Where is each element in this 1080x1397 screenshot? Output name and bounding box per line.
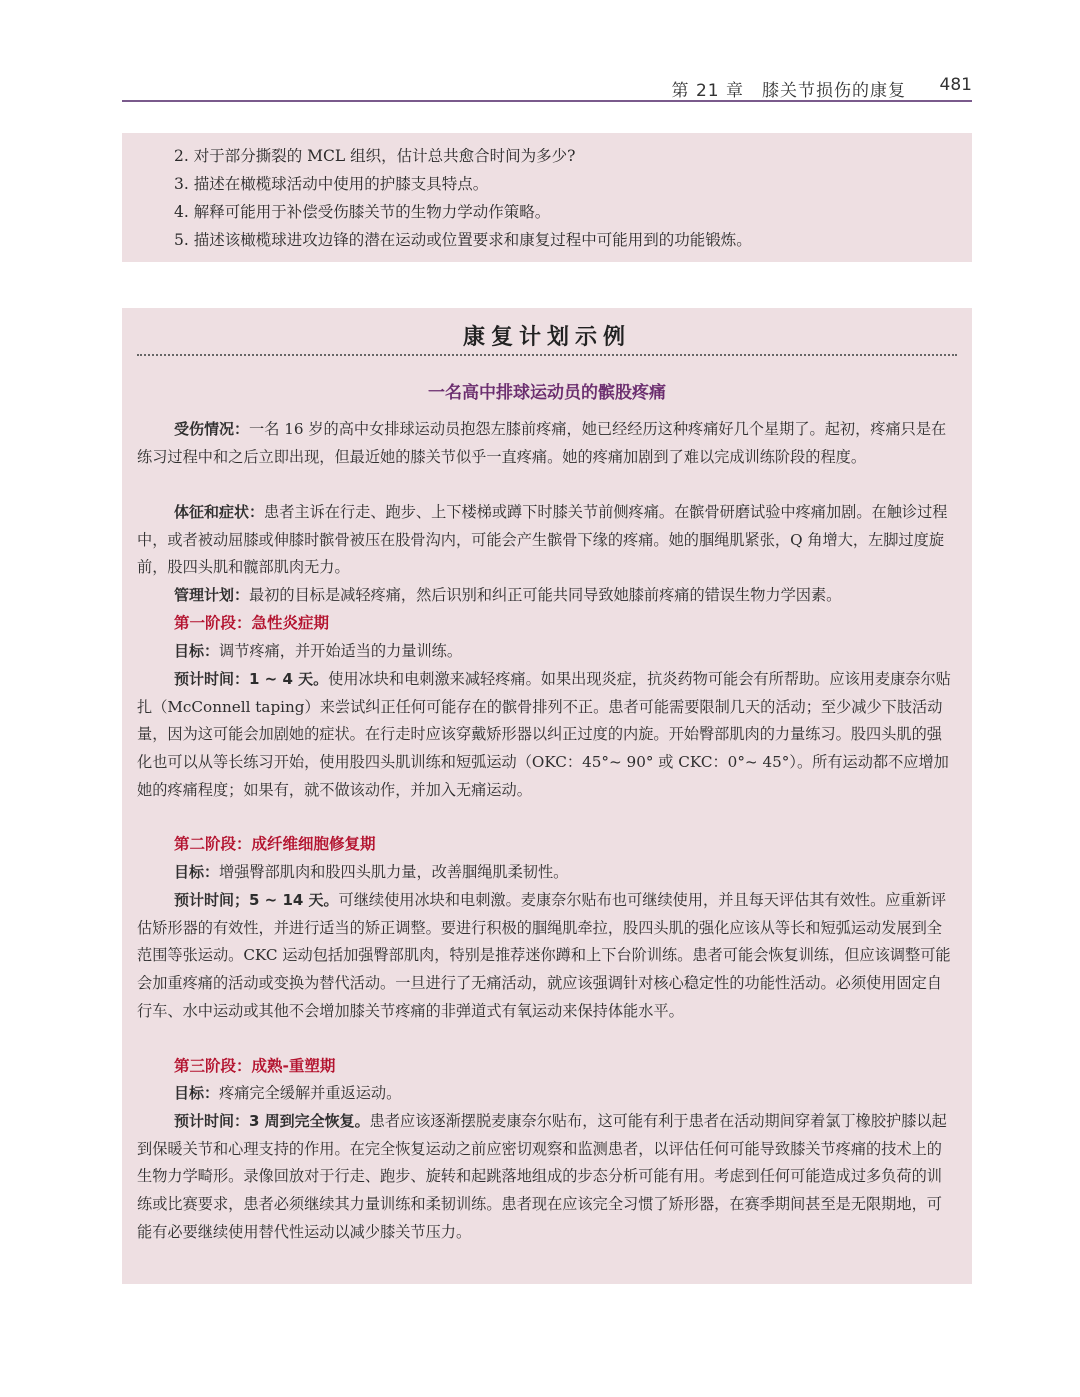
phase1-goal [137, 638, 957, 666]
phase3-title: 第三阶段：成熟-重塑期 [174, 1057, 336, 1075]
question-item: 5. 描述该橄榄球进攻边锋的潜在运动或位置要求和康复过程中可能用到的功能锻炼。 [174, 231, 752, 249]
phase2-title: 第二阶段：成纤维细胞修复期 [174, 835, 376, 853]
management-text: 最初的目标是减轻疼痛，然后识别和纠正可能共同导致她膝前疼痛的错误生物力学因素。 [249, 586, 842, 604]
phase2-goal-label: 目标： [174, 863, 220, 881]
phase3-time [137, 1108, 957, 1247]
signs-paragraph [137, 499, 957, 582]
page-number: 481 [939, 75, 972, 95]
rehab-plan-box [122, 308, 972, 1284]
phase1-goal-text: 调节疼痛，并开始适当的力量训练。 [219, 642, 463, 660]
phase3-goal-text: 疼痛完全缓解并重返运动。 [219, 1084, 402, 1102]
question-item: 4. 解释可能用于补偿受伤膝关节的生物力学动作策略。 [174, 203, 551, 221]
chapter-title: 第 21 章 膝关节损伤的康复 [671, 81, 906, 101]
dotted-divider [137, 354, 957, 356]
signs-label: 体征和症状： [174, 503, 265, 521]
phase3-goal [137, 1080, 957, 1108]
page-header [122, 72, 972, 102]
case-title: 一名高中排球运动员的髌股疼痛 [428, 383, 666, 403]
management-label: 管理计划： [174, 586, 250, 604]
phase1-title: 第一阶段：急性炎症期 [174, 614, 330, 632]
management-paragraph [137, 582, 957, 610]
injury-text: 一名 16 岁的高中女排球运动员抱怨左膝前疼痛，她已经经历这种疼痛好几个星期了。起初，疼痛只是在练习过程中和之后立即出现，但最近她的膝关节似乎一直疼痛。她的疼痛加剧到了难以完成训练阶段的程度。 [137, 420, 947, 466]
phase2-goal [137, 859, 957, 887]
phase1-time [137, 666, 957, 805]
injury-paragraph [137, 416, 957, 471]
question-item: 3. 描述在橄榄球活动中使用的护膝支具特点。 [174, 175, 489, 193]
phase2-goal-text: 增强臀部肌肉和股四头肌力量，改善腘绳肌柔韧性。 [219, 863, 569, 881]
phase3-goal-label: 目标： [174, 1084, 220, 1102]
phase1-goal-label: 目标： [174, 642, 220, 660]
phase1-time-text: 使用冰块和电刺激来减轻疼痛。如果出现炎症，抗炎药物可能会有所帮助。应该用麦康奈尔贴扎（McConnell taping）来尝试纠正任何可能存在的髌骨排列不正。患者可能需要限制几天的活动；至少减少下肢活动量，因为这可能会加剧她的症状。在行走时应该穿戴矫形器以纠正过度的内旋。开始臀部肌肉的力量练习。股四头肌的强化也可以从等长练习开始，使用股四头肌训练和短弧运动（OKC：45°~ 90° 或 CKC：0°~ 45°）。所有运动都不应增加她的疼痛程度；如果有，就不做该动作，并加入无痛运动。 [137, 670, 951, 799]
injury-label: 受伤情况： [174, 420, 250, 438]
phase1-time-label: 预计时间：1 ~ 4 天。 [174, 670, 329, 688]
phase2-time-text: 可继续使用冰块和电刺激。麦康奈尔贴布也可继续使用，并且每天评估其有效性。应重新评估矫形器的有效性，并进行适当的矫正调整。要进行积极的腘绳肌牵拉，股四头肌的强化应该从等长和短弧运动发展到全范围等张运动。CKC 运动包括加强臀部肌肉，特别是推荐迷你蹲和上下台阶训练。患者可能会恢复训练，但应该调整可能会加重疼痛的活动或变换为替代活动。一旦进行了无痛活动，就应该强调针对核心稳定性的功能性活动。必须使用固定自行车、水中运动或其他不会增加膝关节疼痛的非弹道式有氧运动来保持体能水平。 [137, 891, 951, 1020]
phase3-time-label: 预计时间：3 周到完全恢复。 [174, 1112, 370, 1130]
phase2-time [137, 887, 957, 1026]
plan-title: 康复计划示例 [462, 325, 631, 350]
question-box [122, 133, 972, 262]
phase3-time-text: 患者应该逐渐摆脱麦康奈尔贴布，这可能有利于患者在活动期间穿着氯丁橡胶护膝以起到保暖关节和心理支持的作用。在完全恢复运动之前应密切观察和监测患者，以评估任何可能导致膝关节疼痛的技术上的生物力学畸形。录像回放对于行走、跑步、旋转和起跳落地组成的步态分析可能有用。考虑到任何可能造成过多负荷的训练或比赛要求，患者必须继续其力量训练和柔韧训练。患者现在应该完全习惯了矫形器，在赛季期间甚至是无限期地，可能有必要继续使用替代性运动以减少膝关节压力。 [137, 1112, 947, 1241]
question-item: 2. 对于部分撕裂的 MCL 组织，估计总共愈合时间为多少? [174, 147, 576, 165]
signs-text: 患者主诉在行走、跑步、上下楼梯或蹲下时膝关节前侧疼痛。在髌骨研磨试验中疼痛加剧。在触诊过程中，或者被动屈膝或伸膝时髌骨被压在股骨沟内，可能会产生髌骨下缘的疼痛。她的腘绳肌紧张，Q 角增大，左脚过度旋前，股四头肌和髋部肌肉无力。 [137, 503, 948, 577]
phase2-time-label: 预计时间；5 ~ 14 天。 [174, 891, 339, 909]
